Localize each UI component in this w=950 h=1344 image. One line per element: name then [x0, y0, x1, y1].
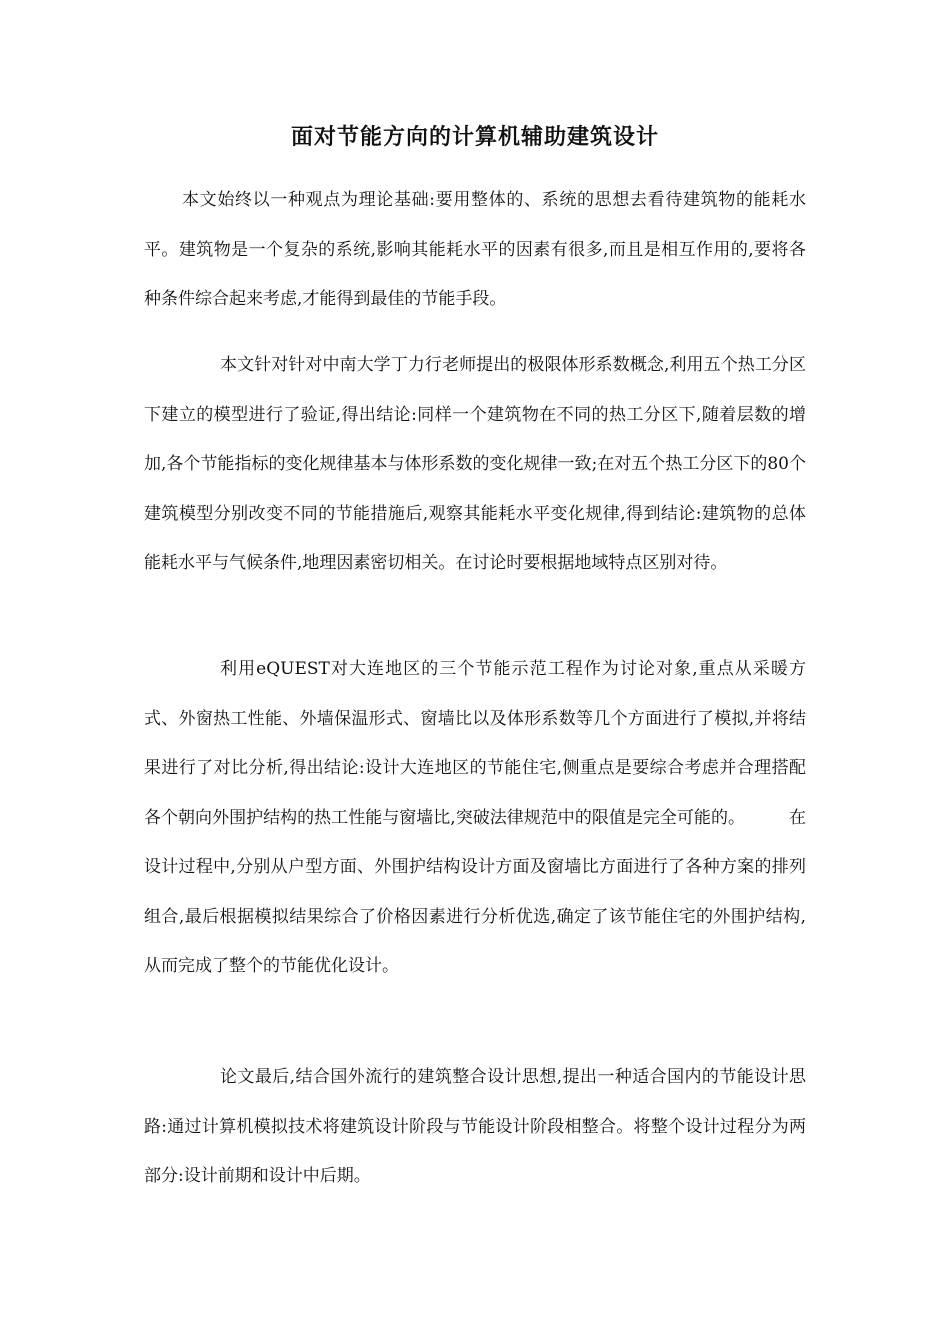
- paragraph-4-text: 论文最后,结合国外流行的建筑整合设计思想,提出一种适合国内的节能设计思路:通过计算机模拟技术将建筑设计阶段与节能设计阶段相整合。将整个设计过程分为两部分:设计前期和设计中后期。: [144, 1067, 806, 1186]
- paragraph-3: [144, 645, 806, 992]
- paragraph-2-text: 本文针对针对中南大学丁力行老师提出的极限体形系数概念,利用五个热工分区下建立的模型进行了验证,得出结论:同样一个建筑物在不同的热工分区下,随着层数的增加,各个节能指标的变化规律基本与体形系数的变化规律一致;在对五个热工分区下的80个建筑模型分别改变不同的节能措施后,观察其能耗水平变化规律,得到结论:建筑物的总体能耗水平与气候条件,地理因素密切相关。在讨论时要根据地域特点区别对待。: [144, 355, 806, 573]
- paragraph-1: [144, 176, 806, 325]
- document-title: 面对节能方向的计算机辅助建筑设计: [290, 125, 659, 150]
- paragraph-3-text: 利用eQUEST对大连地区的三个节能示范工程作为讨论对象,重点从采暖方式、外窗热工性能、外墙保温形式、窗墙比以及体形系数等几个方面进行了模拟,并将结果进行了对比分析,得出结论:设计大连地区的节能住宅,侧重点是要综合考虑并合理搭配各个朝向外围护结构的热工性能与窗墙比,突破法律规范中的限值是完全可能的。: [144, 659, 806, 828]
- paragraph-4: [144, 1053, 806, 1202]
- paragraph-2: [144, 341, 806, 589]
- paragraph-1-text: 本文始终以一种观点为理论基础:要用整体的、系统的思想去看待建筑物的能耗水平。建筑物是一个复杂的系统,影响其能耗水平的因素有很多,而且是相互作用的,要将各种条件综合起来考虑,才能得到最佳的节能手段。: [144, 190, 806, 309]
- paragraph-3b-text: 在设计过程中,分别从户型方面、外围护结构设计方面及窗墙比方面进行了各种方案的排列组合,最后根据模拟结果综合了价格因素进行分析优选,确定了该节能住宅的外围护结构,从而完成了整个的节能优化设计。: [144, 807, 807, 976]
